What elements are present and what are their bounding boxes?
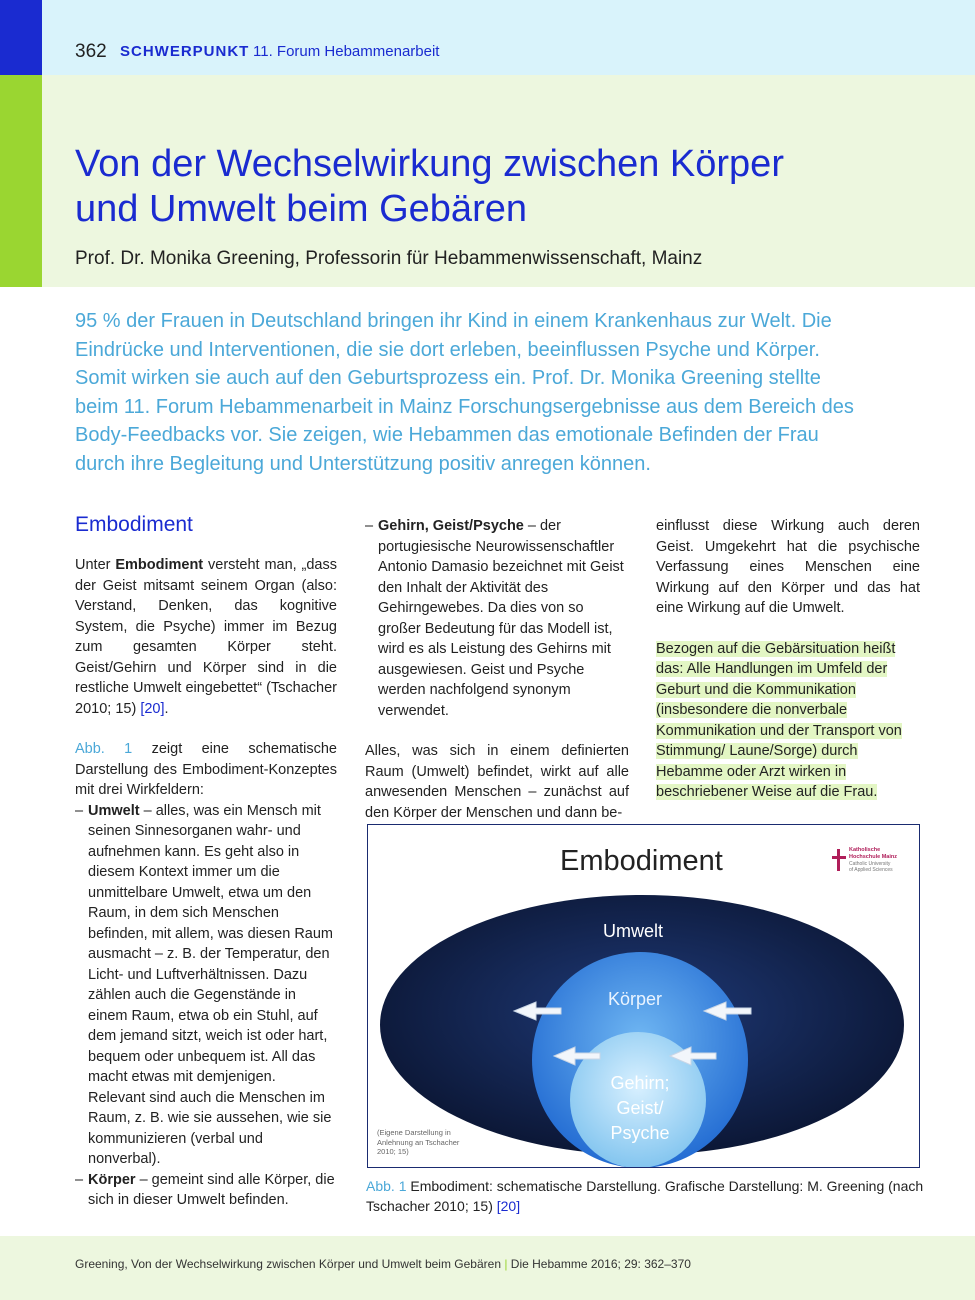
- lead-paragraph: [75, 307, 905, 479]
- lead-line: Somit wirken sie auch auf den Geburtsprozess ein. Prof. Dr. Monika Greening stellte: [75, 367, 821, 390]
- article-title: [75, 142, 925, 232]
- paragraph: Unter Embodiment versteht man, „dass der Geist mitsamt seinem Organ (also: Verstand, Denken, das kognitive System, die Psyche) immer im Bezug zum gesamten Körper steht. Geist/Gehirn und Körper sind in die restliche Umwelt eingebettet“ (Tschacher 2010; 15) [20].: [75, 557, 337, 717]
- label-gehirn: Gehirn; Geist/ Psyche: [610, 1073, 670, 1143]
- figure-reference-link[interactable]: Abb. 1: [75, 741, 133, 757]
- embodiment-figure: [367, 824, 920, 1168]
- lead-line: durch ihre Begleitung und Unterstützung positiv anregen können.: [75, 452, 651, 475]
- university-logo: Katholische Hochschule Mainz Catholic University of Applied Sciences: [832, 847, 912, 877]
- figure-caption: Abb. 1 Embodiment: schematische Darstellung. Grafische Darstellung: M. Greening (nach Tschacher 2010; 15) [20]: [366, 1178, 924, 1214]
- reference-link[interactable]: [20]: [496, 1198, 521, 1214]
- author-line: Prof. Dr. Monika Greening, Professorin für Hebammenwissenschaft, Mainz: [75, 248, 703, 269]
- page-number: 362: [75, 41, 107, 62]
- logo-mark-icon: [832, 849, 846, 871]
- lead-line: Body-Feedbacks vor. Sie zeigen, wie Hebammen das emotionale Befinden der Frau: [75, 424, 819, 447]
- paragraph: Alles, was sich in einem definierten Raum (Umwelt) befindet, wirkt auf alle anwesenden Menschen – zunächst auf den Körper der Menschen und dann be-: [365, 743, 629, 821]
- title-line-1: Von der Wechselwirkung zwischen Körper: [75, 143, 784, 185]
- list-item: – Körper – gemeint sind alle Körper, die sich in dieser Umwelt befinden.: [75, 1170, 337, 1211]
- header-bar: [0, 0, 975, 75]
- paragraph: einflusst diese Wirkung auch deren Geist. Umgekehrt hat die psychische Verfassung eines Menschen eine Wirkung auf den Körper und das hat eine Wirkung auf die Umwelt.: [656, 518, 920, 616]
- label-umwelt: Umwelt: [603, 921, 664, 941]
- lead-line: 95 % der Frauen in Deutschland bringen ihr Kind in einem Krankenhaus zur Welt. Die: [75, 310, 832, 332]
- figure-note: (Eigene Darstellung in Anlehnung an Tschacher 2010; 15): [377, 1128, 460, 1156]
- header-accent: [0, 0, 42, 75]
- footer-citation: Greening, Von der Wechselwirkung zwischen Körper und Umwelt beim Gebären | Die Hebamme 2016; 29: 362–370: [75, 1257, 691, 1271]
- reference-link[interactable]: [20]: [140, 700, 165, 717]
- paragraph: Abb. 1 zeigt eine schematische Darstellung des Embodiment-Konzeptes mit drei Wirkfeldern:: [75, 741, 338, 798]
- list-item: – Gehirn, Geist/Psyche – der portugiesische Neurowissenschaftler Antonio Damasio bezeichnet mit Geist den Inhalt der Aktivität des Gehirngewebes. Da dies von so großer Bedeutung für das Modell ist, wird es als Leistung des Gehirns mit ausgewiesen. Geist und Psyche werden nachfolgend synonym verwendet.: [365, 516, 629, 721]
- column-1: [75, 510, 337, 1211]
- forum-label: 11. Forum Hebammenarbeit: [253, 43, 440, 60]
- label-koerper: Körper: [608, 989, 663, 1009]
- section-label: SCHWERPUNKT: [120, 43, 250, 60]
- list-item: – Umwelt – alles, was ein Mensch mit seinen Sinnesorganen wahr- und aufnehmen kann. Es geht also in diesem Kontext immer um die unmittelbare Umwelt, etwa um den Raum, in dem sich Menschen befinden, mit allem, was diesen Raum ausmacht – z. B. der Temperatur, den Licht- und Luftverhältnissen. Dazu zählen auch die Gegenstände in einem Raum, etwa ob ein Stuhl, auf dem jemand sitzt, weich ist oder hart, bequem oder unbequem ist. All das macht etwas mit demjenigen. Relevant sind auch die Menschen im Raum, z. B. wie sie aussehen, wie sie kommunizieren (verbal und nonverbal).: [75, 801, 337, 1170]
- lead-line: beim 11. Forum Hebammenarbeit in Mainz Forschungsergebnisse aus dem Bereich des: [75, 395, 854, 418]
- figure-title: Embodiment: [560, 845, 723, 877]
- lead-line: Eindrücke und Interventionen, die sie dort erleben, beeinflussen Psyche und Körper.: [75, 338, 820, 361]
- title-accent: [0, 75, 42, 287]
- highlighted-paragraph: Bezogen auf die Gebärsituation heißt das: Alle Handlungen im Umfeld der Geburt und die Kommunikation (insbesondere die nonverbale Kommunikation und der Transport von Stimmung/ Laune/Sorge) durch Hebamme oder Arzt wirken in beschriebener Weise auf die Frau.: [656, 640, 902, 800]
- column-2: [365, 516, 629, 823]
- title-line-2: und Umwelt beim Gebären: [75, 188, 527, 230]
- section-heading: Embodiment: [75, 513, 193, 536]
- column-3: [656, 516, 920, 803]
